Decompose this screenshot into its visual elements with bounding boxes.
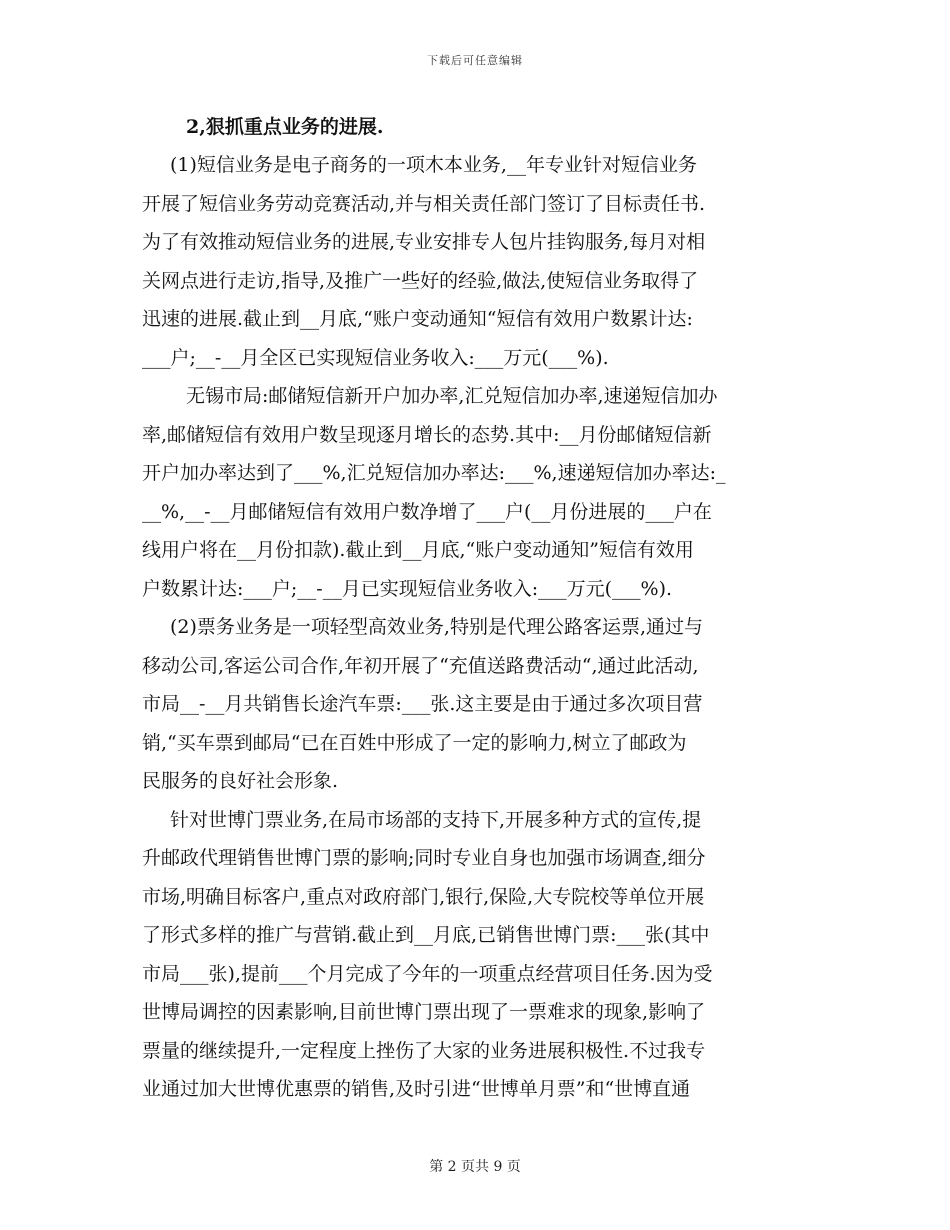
paragraph-line: 业通过加大世博优惠票的销售,及时引进“世博单月票”和“世博直通 [142,1078,691,1100]
paragraph-line: 销,“买车票到邮局“已在百姓中形成了一定的影响力,树立了邮政为 [142,731,687,754]
paragraph-line: 为了有效推动短信业务的进展,专业安排专人包片挂钩服务,每月对相 [142,231,706,253]
paragraph-line: 针对世博门票业务,在局市场部的支持下,开展多种方式的宣传,提 [170,808,702,831]
page-header: 下载后可任意编辑 [427,54,523,67]
paragraph-line: 线用户将在__月份扣款).截止到__月底,“账户变动通知”短信有效用 [142,539,694,561]
paragraph-line: 市局___张),提前___个月完成了今年的一项重点经营项目任务.因为受 [142,962,713,985]
paragraph-line: 开展了短信业务劳动竞赛活动,并与相关责任部门签订了目标责任书. [142,192,706,215]
paragraph-line: 市局__-__月共销售长途汽车票:___张.这主要是由于通过多次项目营 [142,693,703,715]
section-heading: 2,狠抓重点业务的进展. [186,116,384,138]
document-body [142,108,812,1109]
paragraph-line: ___户;__-__月全区已实现短信业务收入:___万元(___%). [142,346,609,369]
paragraph-line: 关网点进行走访,指导,及推广一些好的经验,做法,使短信业务取得了 [142,269,699,292]
paragraph-line: 户数累计达:___户;__-__月已实现短信业务收入:___万元(___%). [142,577,673,600]
paragraph-line: 升邮政代理销售世博门票的影响;同时专业自身也加强市场调查,细分 [142,847,706,869]
page-footer: 第 2 页共 9 页 [429,1159,521,1175]
paragraph-line: 率,邮储短信有效用户数呈现逐月增长的态势.其中:__月份邮储短信新 [142,423,712,446]
paragraph-line: 迅速的进展.截止到__月底,“账户变动通知“短信有效用户数累计达: [142,308,693,330]
paragraph-line: 开户加办率达到了___%,汇兑短信加办率达:___%,速递短信加办率达:_ [142,462,726,484]
paragraph-line: (2)票务业务是一项轻型高效业务,特别是代理公路客运票,通过与 [170,616,703,638]
paragraph-line: __%,__-__月邮储短信有效用户数净增了___户(__月份进展的___户在 [142,500,712,523]
paragraph-line: 了形式多样的推广与营销.截止到__月底,已销售世博门票:___张(其中 [142,924,710,946]
paragraph-line: (1)短信业务是电子商务的一项木本业务,__年专业针对短信业务 [170,154,697,176]
paragraph-line: 世博局调控的因素影响,目前世博门票出现了一票难求的现象,影响了 [142,1001,706,1023]
paragraph-line: 移动公司,客运公司合作,年初开展了“充值送路费活动“,通过此活动, [142,654,699,677]
paragraph-line: 民服务的良好社会形象. [142,770,339,792]
paragraph-line: 市场,明确目标客户,重点对政府部门,银行,保险,大专院校等单位开展 [142,885,705,908]
paragraph-line: 票量的继续提升,一定程度上挫伤了大家的业务进展积极性.不过我专 [142,1039,706,1062]
paragraph-line: 无锡市局:邮储短信新开户加办率,汇兑短信加办率,速递短信加办 [186,385,718,407]
